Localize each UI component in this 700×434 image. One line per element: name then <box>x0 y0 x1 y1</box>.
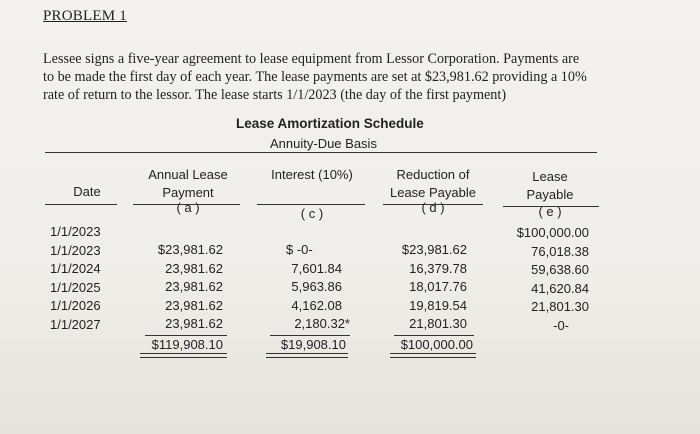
header-payment-line2: Payment <box>162 185 214 200</box>
interest-total: $19,908.10 <box>280 336 346 352</box>
header-payable-line2: Payable <box>526 187 574 202</box>
header-reduction-letter: ( d ) <box>421 200 445 215</box>
header-date-underline <box>45 204 117 205</box>
problem-line-3: rate of return to the lessor. The lease starts 1/1/2023 (the day of the first payment) <box>43 87 507 103</box>
interest-cell: 7,601.84 <box>291 260 342 276</box>
header-reduction <box>383 166 483 217</box>
reduction-cell: 19,819.54 <box>409 297 467 313</box>
date-cell: 1/1/2023 <box>50 242 101 258</box>
payment-cell: $23,981.62 <box>157 242 223 257</box>
header-reduction-line2: Lease Payable <box>389 185 476 200</box>
reduction-cell: 21,801.30 <box>409 316 467 332</box>
header-payment-underline <box>133 204 240 205</box>
payable-cell: 59,638.60 <box>531 262 589 278</box>
header-payable-line1: Lease <box>532 169 568 184</box>
problem-title: PROBLEM 1 <box>43 8 127 24</box>
payment-cell: 23,981.62 <box>165 279 223 295</box>
reduction-total-double-rule <box>390 353 476 358</box>
header-interest-letter: ( c ) <box>300 206 324 221</box>
payment-column <box>135 241 223 355</box>
payment-total-rule <box>145 335 227 336</box>
payment-cell: 23,981.62 <box>165 260 223 276</box>
payable-cell: -0- <box>553 317 569 333</box>
payable-cell: 21,801.30 <box>531 299 589 315</box>
reduction-cell: 18,017.76 <box>409 279 467 295</box>
date-cell: 1/1/2024 <box>50 261 101 277</box>
date-cell: 1/1/2025 <box>50 279 101 295</box>
interest-cell: 2,180.32* <box>294 316 350 332</box>
payment-total-double-rule <box>140 353 227 358</box>
header-payable-underline <box>503 206 599 207</box>
header-interest-label: Interest (10%) <box>271 167 353 182</box>
payable-column <box>505 224 589 336</box>
reduction-cell: 16,379.78 <box>409 260 467 276</box>
payment-total: $119,908.10 <box>151 336 223 352</box>
schedule-title: Lease Amortization Schedule <box>236 116 424 131</box>
interest-cell: $ -0- <box>286 242 313 257</box>
reduction-total-rule <box>394 335 474 336</box>
interest-total-double-rule <box>266 353 348 358</box>
date-cell: 1/1/2023 <box>50 224 101 239</box>
header-reduction-underline <box>383 204 483 205</box>
schedule-subtitle: Annuity-Due Basis <box>270 136 377 151</box>
reduction-cell: $23,981.62 <box>401 242 467 257</box>
date-column <box>50 223 101 335</box>
problem-line-2: to be made the first day of each year. The lease payments are set at $23,981.62 providing a 10% <box>43 69 587 85</box>
header-payment-letter: ( a ) <box>176 200 200 215</box>
payment-cell: 23,981.62 <box>165 316 223 332</box>
payable-cell: 76,018.38 <box>531 243 589 259</box>
reduction-column <box>385 241 473 355</box>
interest-column <box>262 241 350 355</box>
header-payment-line1: Annual Lease <box>148 167 228 182</box>
header-payable-letter: ( e ) <box>538 204 562 219</box>
payable-cell: $100,000.00 <box>516 225 589 240</box>
payment-cell: 23,981.62 <box>165 297 223 313</box>
header-payable <box>505 168 595 221</box>
header-reduction-line1: Reduction of <box>396 167 470 182</box>
interest-total-rule <box>270 335 350 336</box>
date-cell: 1/1/2027 <box>50 316 101 332</box>
interest-cell: 5,963.86 <box>291 279 342 295</box>
schedule-header-rule <box>45 152 597 153</box>
date-cell: 1/1/2026 <box>50 298 101 314</box>
header-interest-underline <box>257 204 365 205</box>
header-date: Date <box>73 184 101 199</box>
interest-cell: 4,162.08 <box>291 297 342 313</box>
header-payment <box>138 166 238 217</box>
reduction-total: $100,000.00 <box>400 336 473 352</box>
problem-statement <box>43 50 633 104</box>
problem-line-1: Lessee signs a five-year agreement to lease equipment from Lessor Corporation. Payments are <box>43 51 580 67</box>
payable-cell: 41,620.84 <box>531 280 589 296</box>
